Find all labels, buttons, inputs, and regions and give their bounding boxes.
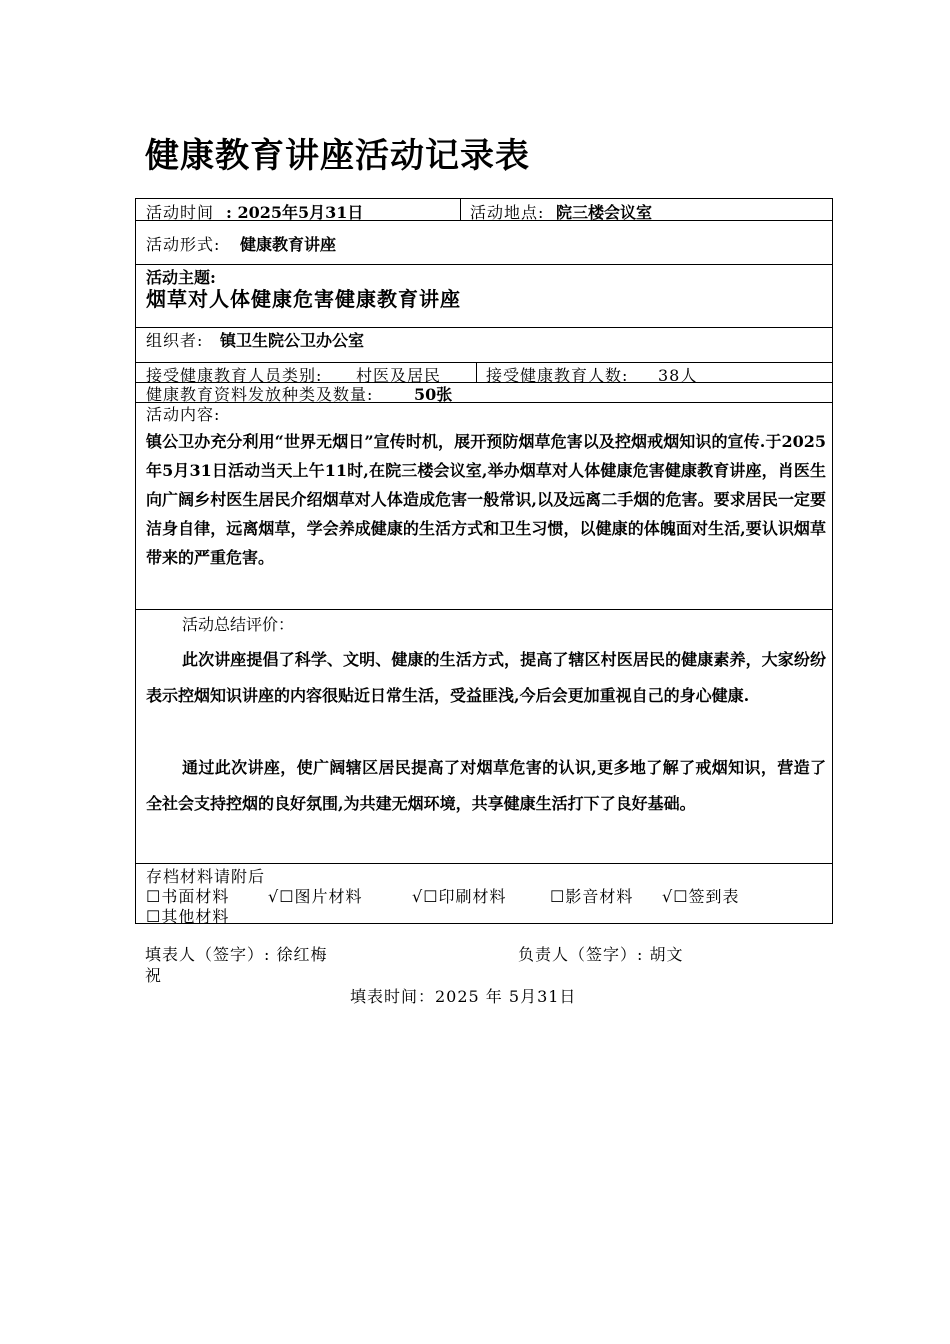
checkbox-sign-in-sheet[interactable]: √☐签到表 (662, 887, 740, 906)
audience-count-value: 38人 (658, 366, 698, 385)
activity-theme-label: 活动主题: (146, 268, 216, 287)
evaluation-heading: 活动总结评价： (182, 615, 295, 634)
checkbox-printed-materials[interactable]: √☐印刷材料 (412, 887, 507, 906)
page-title: 健康教育讲座活动记录表 (145, 136, 530, 176)
audience-count-label: 接受健康教育人数: (486, 366, 629, 385)
organizer-value: 镇卫生院公卫办公室 (220, 331, 365, 350)
divider (476, 363, 477, 382)
activity-time-value: : 2025年5月31日 (226, 203, 364, 222)
filler-signature: 填表人（签字）: 徐红梅 (145, 945, 328, 964)
activity-format-label: 活动形式: (146, 235, 221, 254)
checkbox-other-materials[interactable]: ☐其他材料 (146, 907, 230, 926)
row-time-place (136, 199, 832, 221)
record-form (135, 198, 833, 924)
materials-value: 50张 (414, 385, 453, 404)
activity-format-value: 健康教育讲座 (240, 235, 337, 254)
content-label: 活动内容: (146, 405, 221, 424)
responsible-signature: 负责人（签字）: 胡文 (518, 945, 684, 964)
row-audience (136, 363, 832, 383)
row-materials (136, 383, 832, 403)
archive-label: 存档材料请附后 (146, 867, 266, 886)
row-content (136, 403, 832, 610)
row-organizer (136, 328, 832, 363)
activity-theme-value: 烟草对人体健康危害健康教育讲座 (146, 287, 461, 311)
activity-place-label: 活动地点: (470, 203, 545, 222)
responsible-signature-continued: 祝 (145, 966, 163, 985)
audience-category-label: 接受健康教育人员类别: (146, 366, 323, 385)
activity-time-label: 活动时间 (146, 203, 215, 222)
checkbox-picture-materials[interactable]: √☐图片材料 (268, 887, 363, 906)
divider (460, 199, 461, 220)
row-theme (136, 265, 832, 328)
audience-category-value: 村医及居民 (356, 366, 442, 385)
row-archive (136, 864, 832, 925)
evaluation-para-1: 此次讲座提倡了科学、文明、健康的生活方式，提高了辖区村医居民的健康素养，大家纷纷表示控烟知识讲座的内容很贴近日常生活，受益匪浅,今后会更加重视自己的身心健康. (146, 650, 826, 705)
checkbox-av-materials[interactable]: ☐影音材料 (550, 887, 634, 906)
row-format (136, 221, 832, 265)
fill-date: 填表时间：2025 年 5月31日 (350, 987, 577, 1006)
materials-label: 健康教育资料发放种类及数量: (146, 385, 374, 404)
content-text: 镇公卫办充分利用“世界无烟日”宣传时机，展开预防烟草危害以及控烟戒烟知识的宣传.于2025年5月31日活动当天上午11时,在院三楼会议室,举办烟草对人体健康危害健康教育讲座，肖医生向广阔乡村医生居民介绍烟草对人体造成危害一般常识,以及远离二手烟的危害。要求居民一定要洁身自律，远离烟草，学会养成健康的生活方式和卫生习惯，以健康的体魄面对生活,要认识烟草带来的严重危害。 (146, 432, 826, 567)
checkbox-written-materials[interactable]: ☐书面材料 (146, 887, 230, 906)
evaluation-para-2: 通过此次讲座，使广阔辖区居民提高了对烟草危害的认识,更多地了解了戒烟知识，营造了全社会支持控烟的良好氛围,为共建无烟环境，共享健康生活打下了良好基础。 (146, 758, 826, 813)
row-evaluation (136, 610, 832, 864)
organizer-label: 组织者: (146, 331, 204, 350)
activity-place-value: 院三楼会议室 (556, 203, 653, 222)
